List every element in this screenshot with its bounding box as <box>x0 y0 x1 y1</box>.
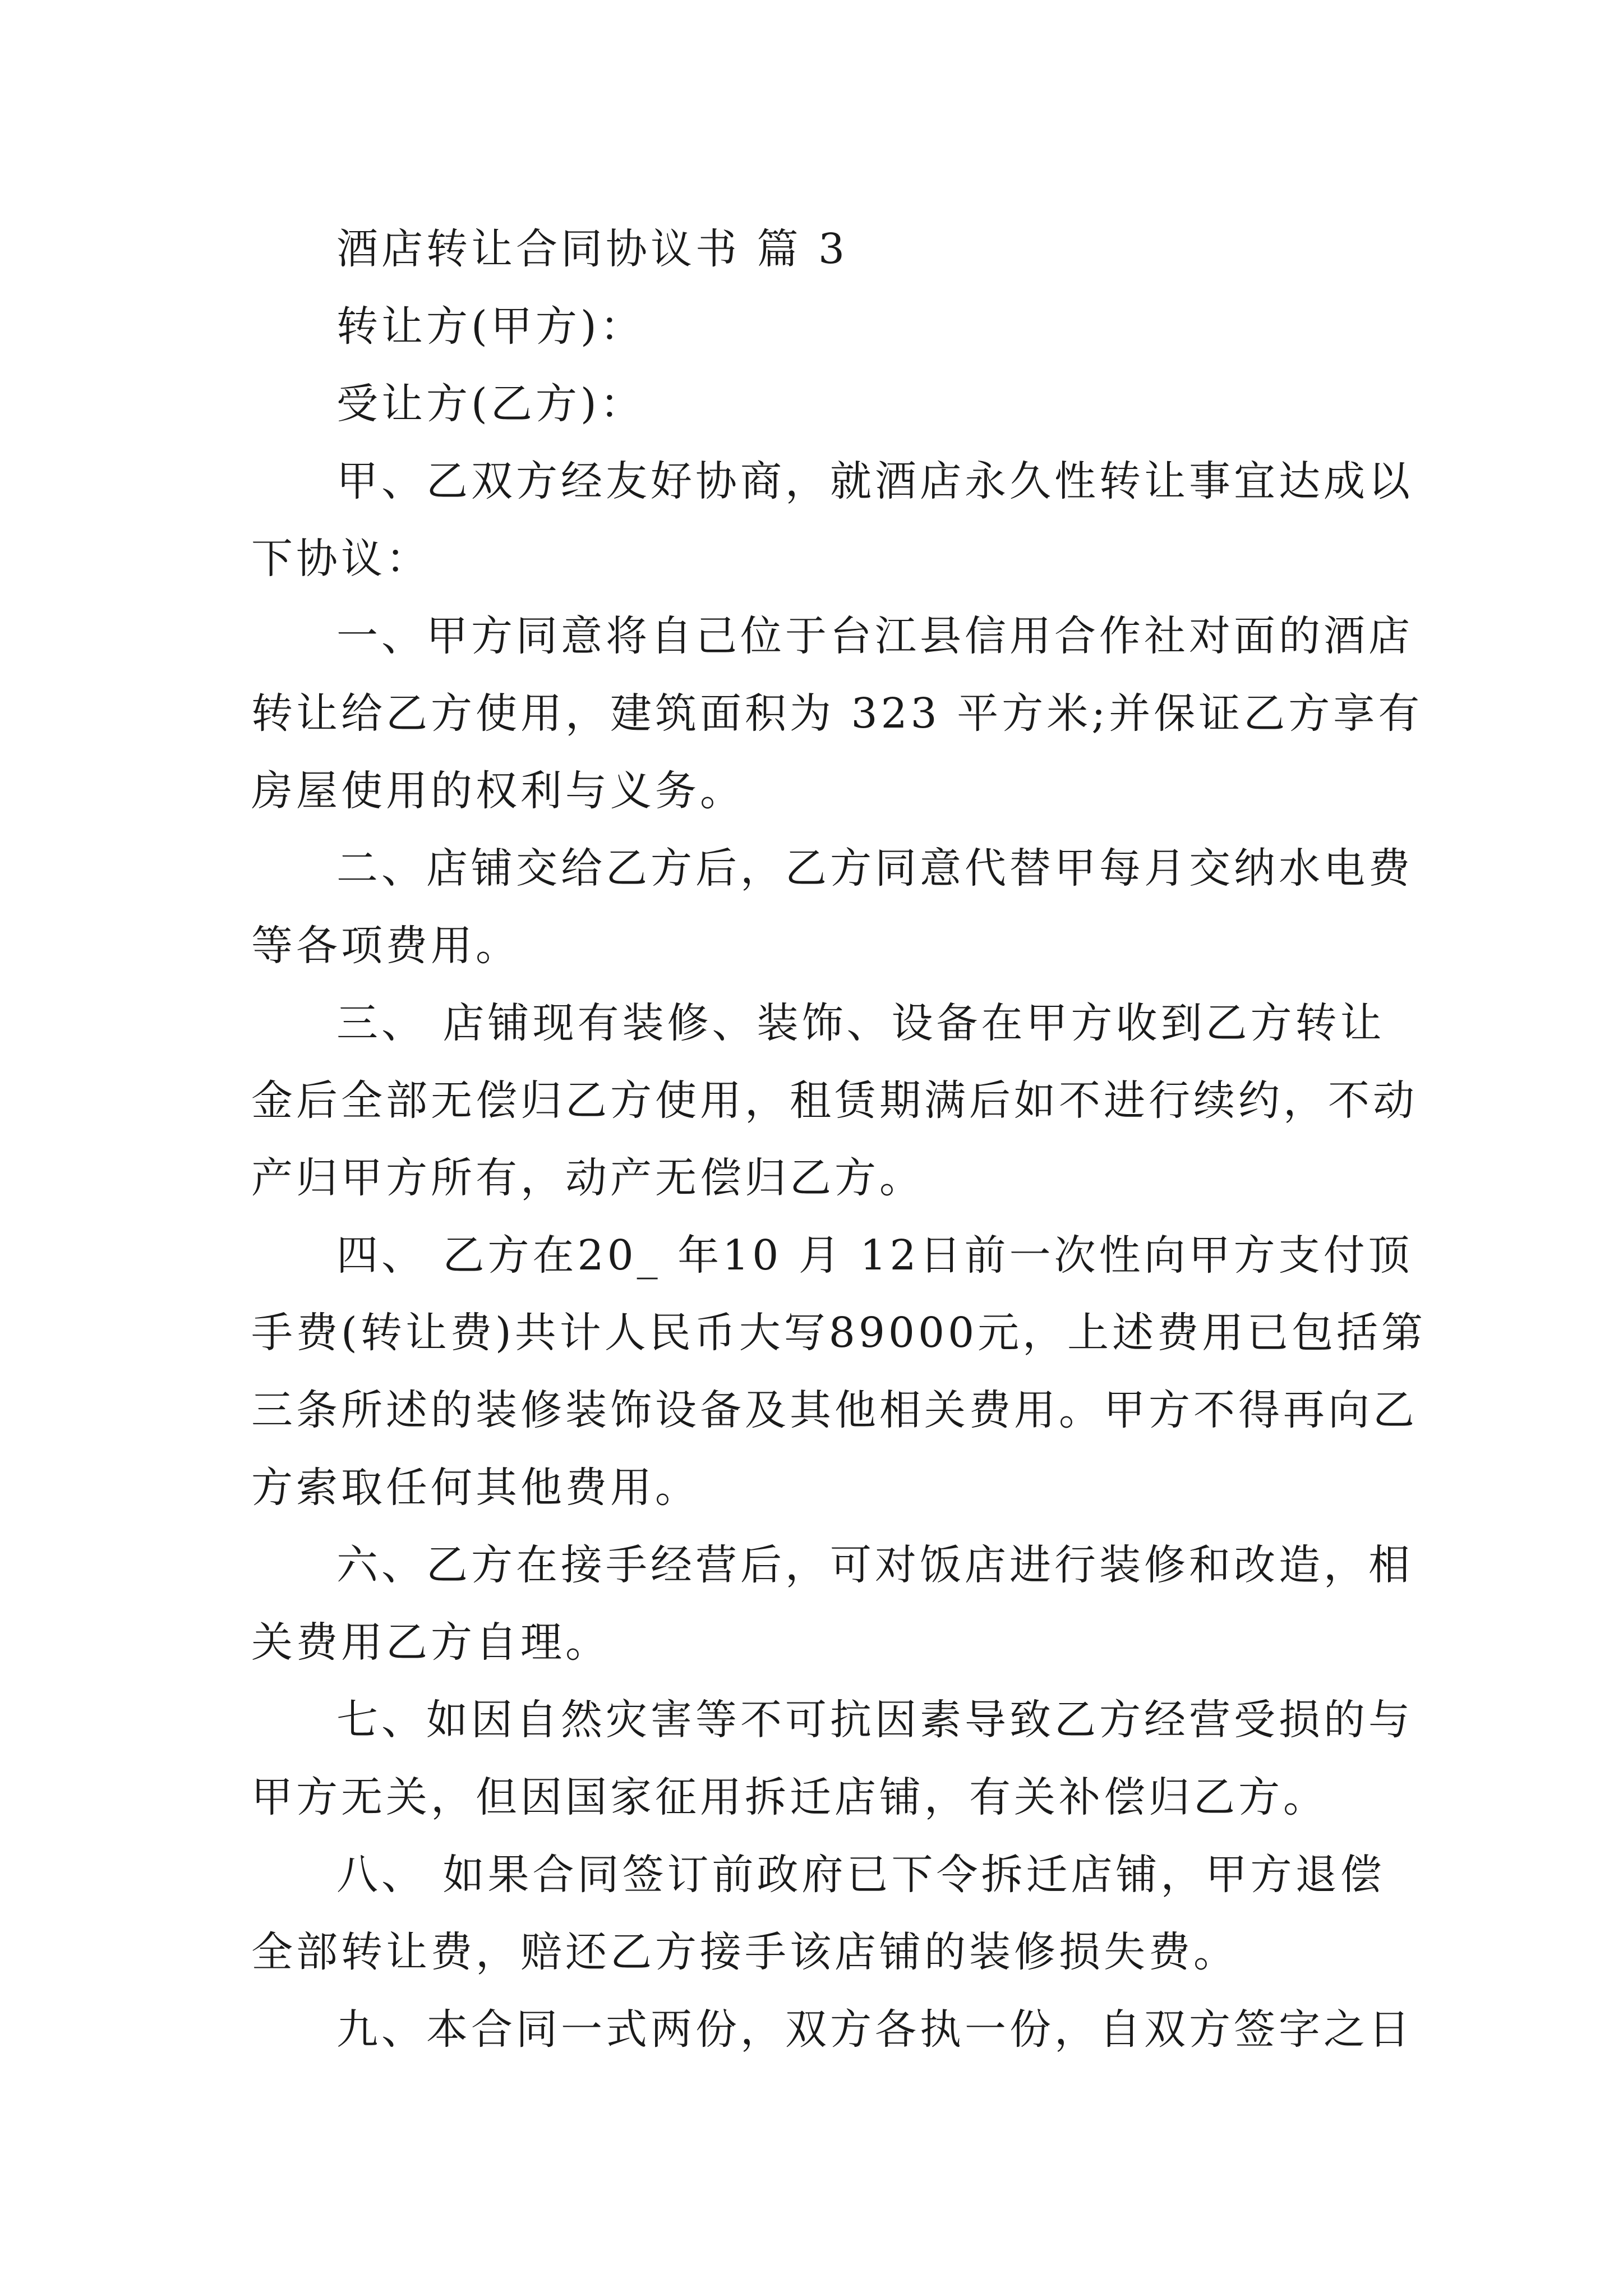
transferor-line: 转让方(甲方)： <box>336 302 645 351</box>
clause-2-line-2: 等各项费用。 <box>251 922 520 970</box>
clause-4-line-4: 方索取任何其他费用。 <box>251 1464 700 1512</box>
intro-line-2: 下协议： <box>251 535 431 583</box>
intro-line-1: 甲、乙双方经友好协商，就酒店永久性转让事宜达成以 <box>336 457 1413 505</box>
document-body <box>251 210 1427 2068</box>
clause-7-line-1: 七、如因自然灾害等不可抗因素导致乙方经营受损的与 <box>336 1696 1413 1744</box>
clause-1-line-1: 一、甲方同意将自己位于台江县信用合作社对面的酒店 <box>336 612 1413 660</box>
clause-8-line-1: 八、 如果合同签订前政府已下令拆迁店铺，甲方退偿 <box>336 1851 1385 1899</box>
clause-7-line-2: 甲方无关，但因国家征用拆迁店铺，有关补偿归乙方。 <box>251 1773 1328 1821</box>
clause-4-line-3: 三条所述的装修装饰设备及其他相关费用。甲方不得再向乙 <box>251 1386 1418 1434</box>
clause-3-line-2: 金后全部无偿归乙方使用，租赁期满后如不进行续约，不动 <box>251 1076 1418 1125</box>
clause-3-line-1: 三、 店铺现有装修、装饰、设备在甲方收到乙方转让 <box>336 999 1385 1047</box>
clause-1-line-3: 房屋使用的权利与义务。 <box>251 767 745 815</box>
clause-3-line-3: 产归甲方所有，动产无偿归乙方。 <box>251 1154 924 1202</box>
clause-2-line-1: 二、店铺交给乙方后，乙方同意代替甲每月交纳水电费 <box>336 844 1413 892</box>
transferee-line: 受让方(乙方)： <box>336 380 645 428</box>
clause-9-line-1: 九、本合同一式两份，双方各执一份，自双方签字之日 <box>336 2005 1413 2054</box>
clause-4-line-1: 四、 乙方在20_ 年10 月 12日前一次性向甲方支付顶 <box>336 1231 1413 1280</box>
clause-6-line-1: 六、乙方在接手经营后，可对饭店进行装修和改造，相 <box>336 1541 1413 1589</box>
clause-1-line-2: 转让给乙方使用，建筑面积为 323 平方米;并保证乙方享有 <box>251 689 1423 738</box>
clause-8-line-2: 全部转让费，赔还乙方接手该店铺的装修损失费。 <box>251 1928 1238 1976</box>
clause-6-line-2: 关费用乙方自理。 <box>251 1618 610 1667</box>
document-title: 酒店转让合同协议书 篇 3 <box>336 225 849 273</box>
clause-4-line-2: 手费(转让费)共计人民币大写89000元，上述费用已包括第 <box>251 1309 1427 1357</box>
